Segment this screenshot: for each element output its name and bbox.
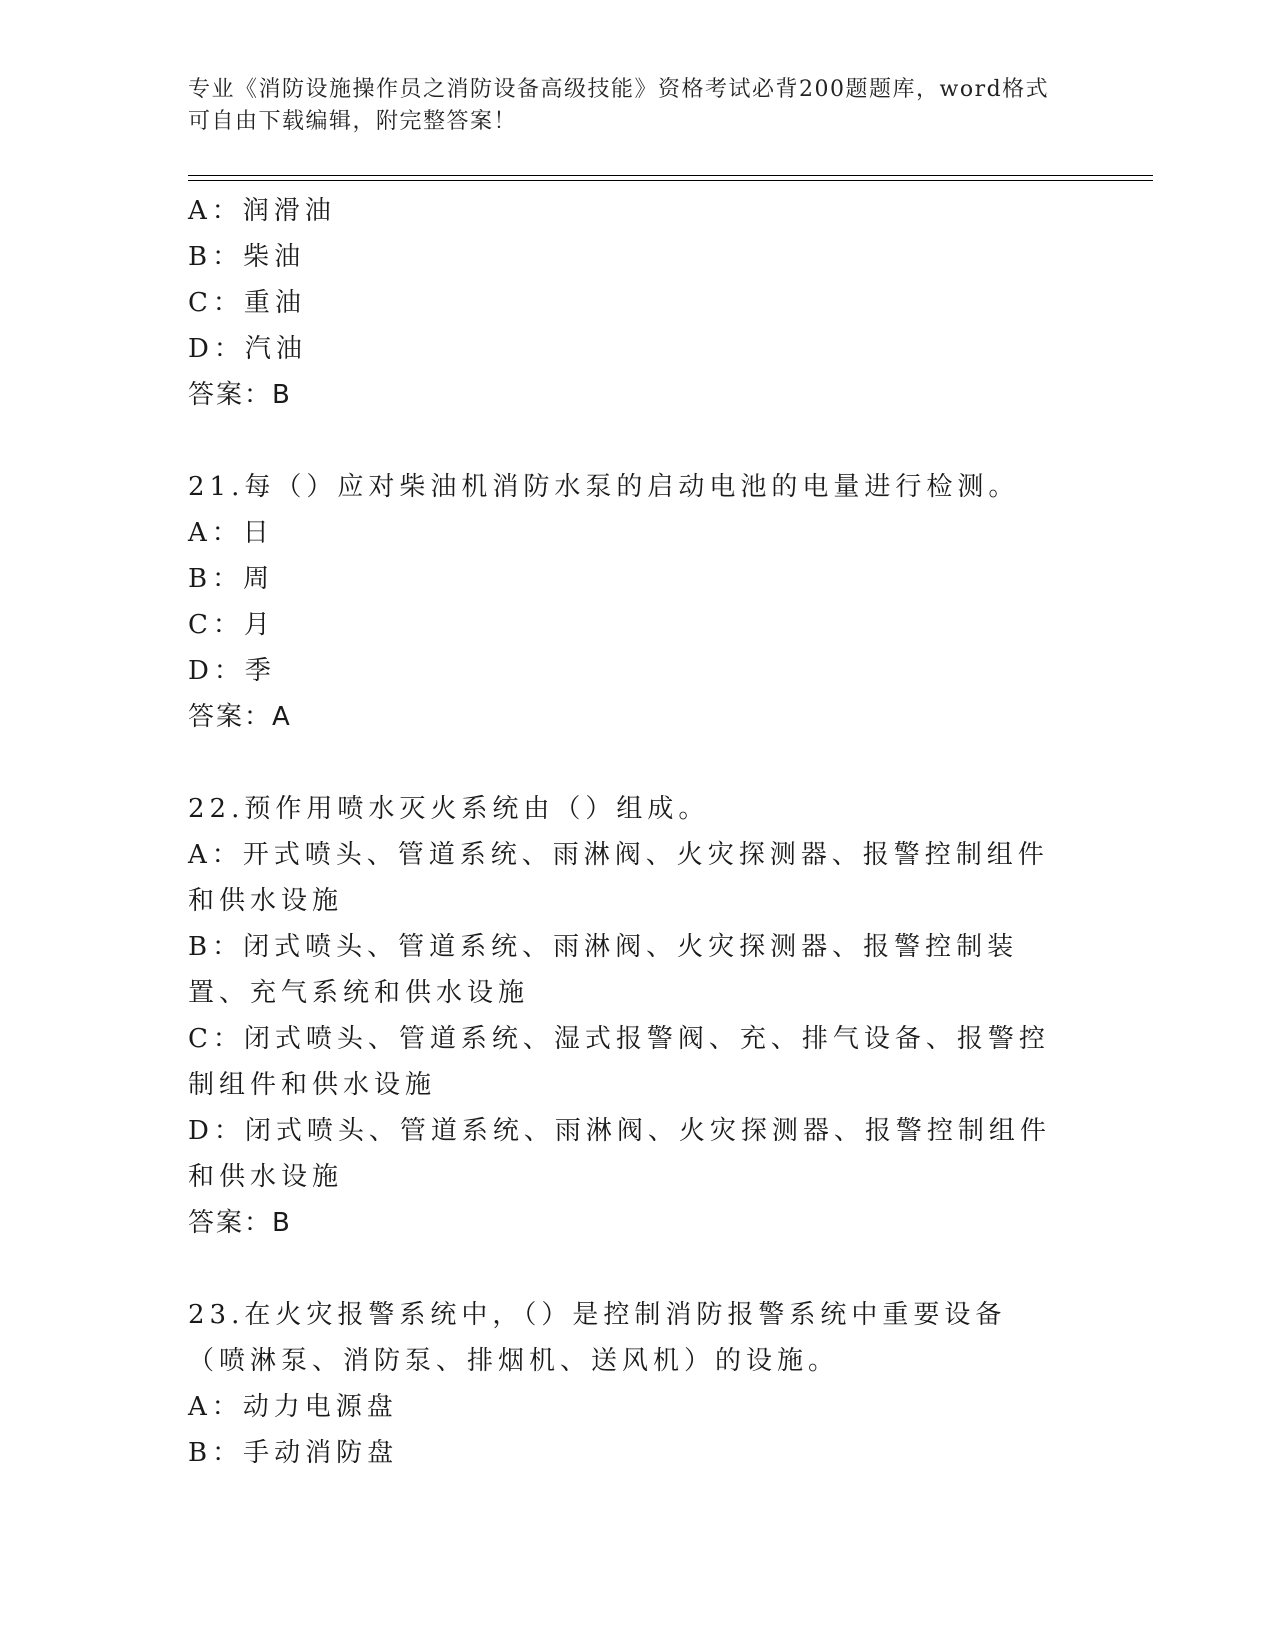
- option-a: A：开式喷头、管道系统、雨淋阀、火灾探测器、报警控制组件和供水设施: [188, 840, 1049, 916]
- option-b: B：柴油: [188, 242, 306, 272]
- answer-line: 答案：B: [188, 380, 292, 410]
- question-text: 21.每（）应对柴油机消防水泵的启动电池的电量进行检测。: [188, 472, 1020, 502]
- header-divider-top: [188, 175, 1153, 176]
- document-header-title: 专业《消防设施操作员之消防设备高级技能》资格考试必背200题题库，word格式可自由下载编辑，附完整答案！: [188, 77, 1050, 134]
- question-block: [188, 786, 1068, 1246]
- option-a: A：动力电源盘: [188, 1392, 398, 1422]
- question-list: [188, 188, 1068, 1476]
- answer-line: 答案：B: [188, 1208, 292, 1238]
- question-text: 23.在火灾报警系统中，（）是控制消防报警系统中重要设备（喷淋泵、消防泵、排烟机、送风机）的设施。: [188, 1300, 1007, 1376]
- block-spacer: [188, 418, 1068, 464]
- option-b: B：闭式喷头、管道系统、雨淋阀、火灾探测器、报警控制装置、充气系统和供水设施: [188, 932, 1019, 1008]
- option-a: A：日: [188, 518, 274, 548]
- question-block: [188, 464, 1068, 740]
- answer-line: 答案：A: [188, 702, 292, 732]
- option-c: C：重油: [188, 288, 306, 318]
- question-block: [188, 1292, 1068, 1476]
- option-d: D：汽油: [188, 334, 307, 364]
- block-spacer: [188, 1246, 1068, 1292]
- option-b: B：周: [188, 564, 275, 594]
- question-text: 22.预作用喷水灭火系统由（）组成。: [188, 794, 710, 824]
- option-b: B：手动消防盘: [188, 1438, 399, 1468]
- option-c: C：月: [188, 610, 275, 640]
- question-block: [188, 188, 1068, 418]
- option-d: D：闭式喷头、管道系统、雨淋阀、火灾探测器、报警控制组件和供水设施: [188, 1116, 1051, 1192]
- option-c: C：闭式喷头、管道系统、湿式报警阀、充、排气设备、报警控制组件和供水设施: [188, 1024, 1050, 1100]
- block-spacer: [188, 740, 1068, 786]
- option-d: D：季: [188, 656, 276, 686]
- option-a: A：润滑油: [188, 196, 336, 226]
- header-divider-bottom: [188, 180, 1153, 181]
